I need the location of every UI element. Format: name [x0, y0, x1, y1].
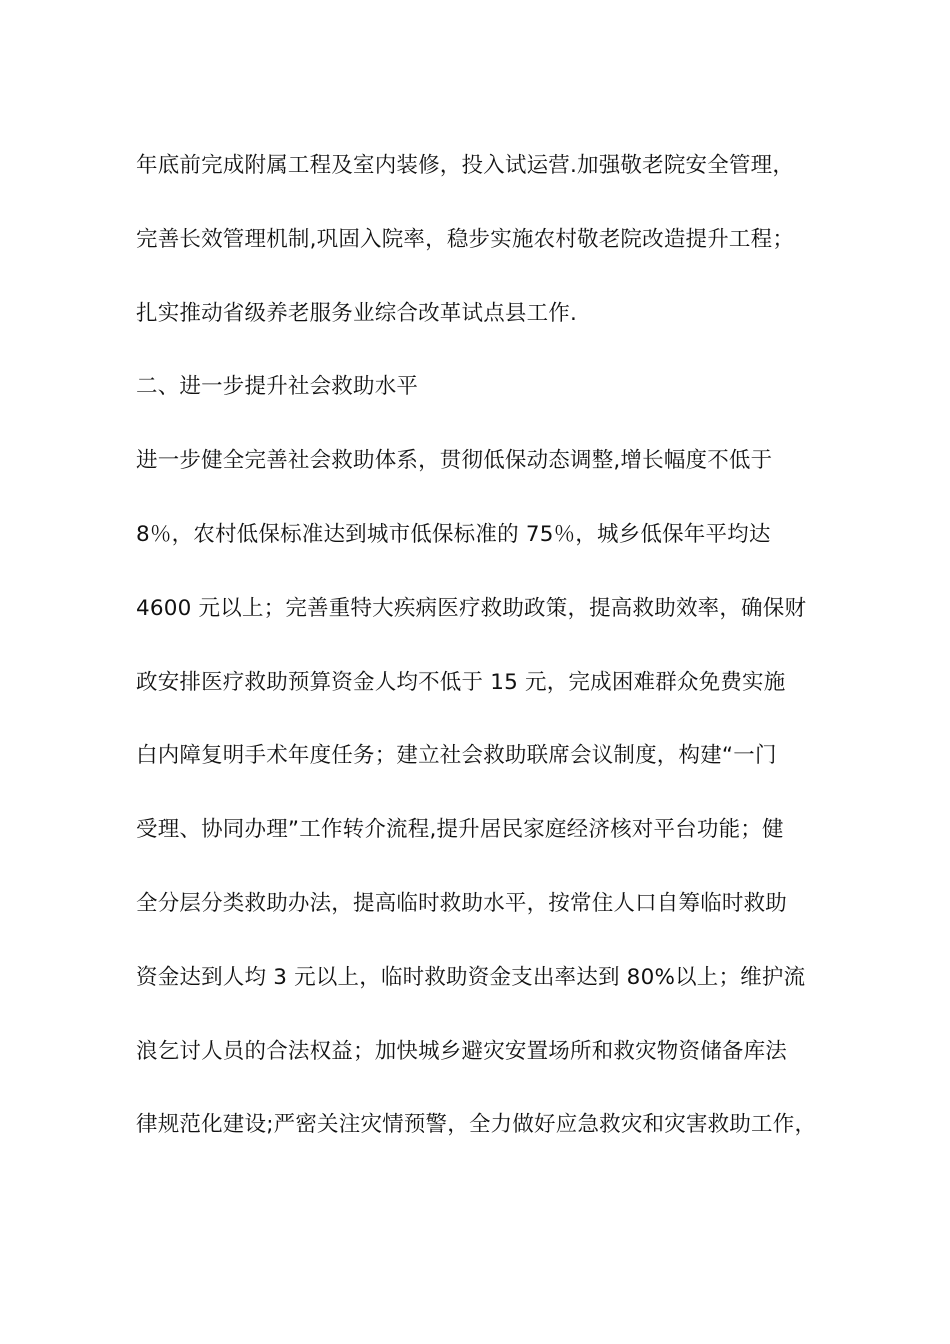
- text-line: 全分层分类救助办法，提高临时救助水平，按常住人口自筹临时救助: [136, 890, 788, 916]
- text-line: 进一步健全完善社会救助体系，贯彻低保动态调整,增长幅度不低于: [136, 448, 773, 474]
- text-line: 8％，农村低保标准达到城市低保标准的 75％，城乡低保年平均达: [136, 521, 771, 547]
- text-line: 政安排医疗救助预算资金人均不低于 15 元，完成困难群众免费实施: [136, 669, 786, 695]
- document-body: [136, 143, 826, 1176]
- text-line: 扎实推动省级养老服务业综合改革试点县工作.: [136, 300, 578, 326]
- text-line: 完善长效管理机制,巩固入院率，稳步实施农村敬老院改造提升工程；: [136, 226, 795, 252]
- text-line: 受理、协同办理”工作转介流程,提升居民家庭经济核对平台功能；健: [136, 817, 784, 843]
- section-heading: 二、进一步提升社会救助水平: [136, 374, 419, 400]
- text-line: 白内障复明手术年度任务；建立社会救助联席会议制度，构建“一门: [136, 743, 777, 769]
- text-line: 资金达到人均 3 元以上，临时救助资金支出率达到 80%以上；维护流: [136, 964, 806, 990]
- text-line: 年底前完成附属工程及室内装修，投入试运营.加强敬老院安全管理，: [136, 153, 795, 178]
- text-line: 4600 元以上；完善重特大疾病医疗救助政策，提高救助效率，确保财: [136, 595, 807, 621]
- text-line: 律规范化建设;严密关注灾情预警，全力做好应急救灾和灾害救助工作，: [136, 1112, 817, 1138]
- text-line: 浪乞讨人员的合法权益；加快城乡避灾安置场所和救灾物资储备库法: [136, 1038, 788, 1064]
